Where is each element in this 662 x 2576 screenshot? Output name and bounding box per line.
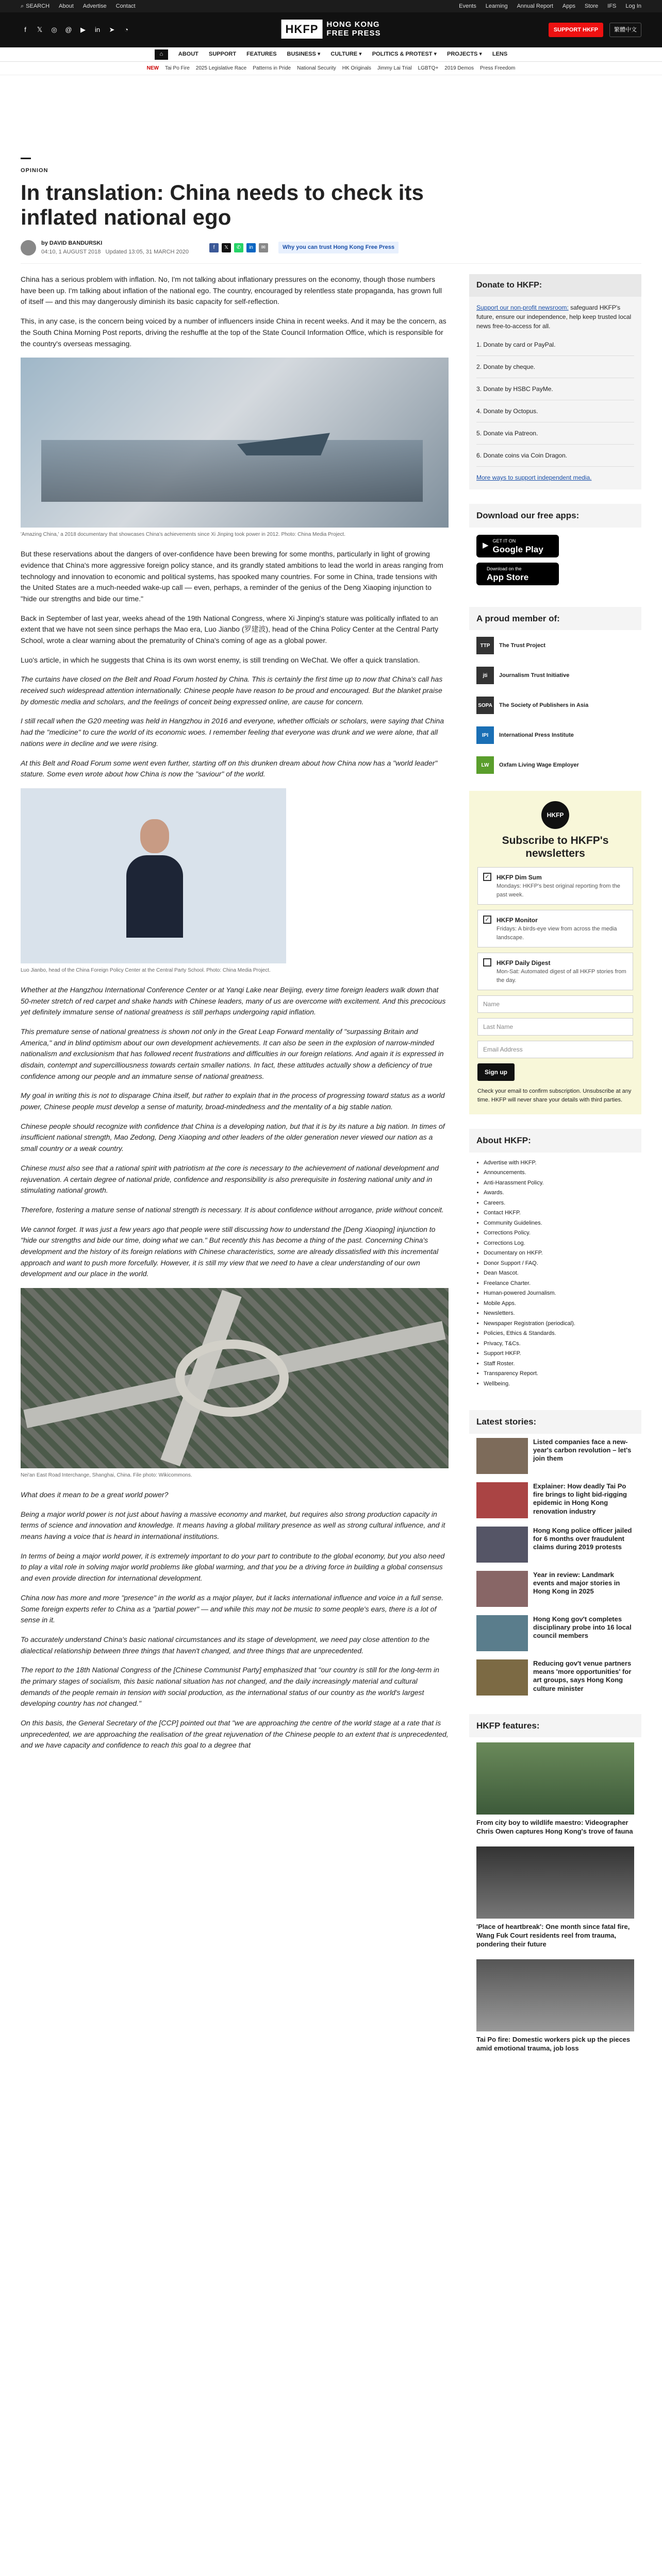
about-link[interactable]: • Corrections Policy.: [484, 1229, 634, 1238]
paragraph: China has a serious problem with inflation. No, I'm not talking about inflationary pressures on the economy, though those numbers have been up. I'm talking about inflation of the national ego. The country, encouraged by relentless state propaganda, has grown full of itself — and this may dangerously diminish its basic capacity for self-reflection.: [21, 275, 442, 306]
figure-luo-jianbo: [21, 788, 449, 974]
signup-button[interactable]: Sign up: [477, 1063, 515, 1081]
telegram-icon[interactable]: ➤: [109, 26, 115, 34]
story-title[interactable]: Year in review: Landmark events and major stories in Hong Kong in 2025: [533, 1570, 620, 1596]
image-loop: [175, 1340, 289, 1417]
latest-story[interactable]: [469, 1478, 641, 1522]
category-rule: [21, 158, 31, 163]
author-avatar: [21, 240, 36, 256]
donate-option[interactable]: 1. Donate by card or PayPal.: [476, 334, 634, 356]
x-icon[interactable]: 𝕏: [37, 26, 43, 34]
about-links: [469, 1153, 641, 1396]
about-link[interactable]: • Human-powered Journalism.: [484, 1289, 634, 1298]
about-link[interactable]: • Announcements.: [484, 1168, 634, 1177]
member-name: The Society of Publishers in Asia: [499, 702, 589, 708]
story-title[interactable]: Hong Kong gov't completes disciplinary probe into 16 local council members: [533, 1615, 632, 1640]
paragraph: Chinese must also see that a rational spirit with patriotism at the core is necessary to the achievement of national development and rejuvenation. A certain degree of national pride, confidence and responsibility is also prerequisite in fostering national unity and in stimulating national growth.: [21, 1163, 439, 1195]
oxfam-icon: LW: [476, 756, 494, 774]
paragraph: Back in September of last year, weeks ahead of the 19th National Congress, where Xi Jinping's stature was politically inflated to an extent that we have not seen since perhaps the Mao era, Luo Jianbo (罗建波), head of the China Policy Center at the Central Party School, wrote a clear warning about the prematurity of China's coming of age as a global power.: [21, 614, 439, 645]
sidebar: [469, 274, 641, 2058]
figure-amazing-china: [21, 358, 449, 538]
page-wrap: [21, 158, 641, 2058]
login-link[interactable]: Log In: [625, 3, 641, 9]
learning-link[interactable]: Learning: [485, 3, 508, 9]
nav-item[interactable]: POLITICS & PROTEST ▾: [372, 51, 437, 58]
site-logo[interactable]: [282, 20, 381, 39]
about-link[interactable]: • Newspaper Registration (periodical).: [484, 1319, 634, 1328]
paragraph: China now has more and more "presence" in the world as a major player, but it lacks international influence and voice in a full sense. Some foreign experts refer to China as a "partial power" — and while this may not be music to some people's ears, there is a lot of sense in it.: [21, 1593, 444, 1624]
donate-option[interactable]: 2. Donate by cheque.: [476, 356, 634, 378]
interchange-image: [21, 1288, 449, 1468]
story-thumbnail[interactable]: [476, 1527, 528, 1563]
member-logo[interactable]: [476, 635, 634, 656]
story-thumbnail[interactable]: [476, 1659, 528, 1696]
events-link[interactable]: Events: [459, 3, 476, 9]
paragraph: The curtains have closed on the Belt and Road Forum hosted by China. This is certainly the first time up to now that China's call has received such widespread attention internationally. Chinese people have reason to be proud and encouraged. But the blanket praise by domestic media and scholars, and the feelings of conceit being expressed online, are cause for concern.: [21, 675, 443, 706]
donate-intro: [469, 297, 641, 334]
logo-text: [326, 21, 380, 38]
trending-tag[interactable]: HK Originals: [342, 65, 371, 71]
member-logo[interactable]: [476, 665, 634, 686]
search-link[interactable]: [21, 2, 49, 11]
about-link[interactable]: • Mobile Apps.: [484, 1299, 634, 1308]
byline-text: [41, 239, 189, 256]
about-link[interactable]: • Staff Roster.: [484, 1360, 634, 1368]
paragraph: Chinese people should recognize with confidence that China is a developing nation, but that it is by its nature a big nation. In times of insufficient national strength, Mao Zedong, Deng Xiaoping and other leaders of the older generation never viewed our nation as a small country or a weak country.: [21, 1122, 445, 1153]
paragraph: On this basis, the General Secretary of the [CCP] pointed out that "we are approaching the centre of the world stage at a rate that is unprecedented, we are approaching the realisation of the great rejuvenation of the Chinese people to an extent that is unprecedented, and we have capacity and confidence to reach this goal to a degree that: [21, 1719, 449, 1750]
trending-tag[interactable]: 2019 Demos: [444, 65, 474, 71]
annual-report-link[interactable]: Annual Report: [517, 3, 553, 9]
story-title[interactable]: Hong Kong police officer jailed for 6 months over fraudulent claims during 2019 protests: [533, 1526, 632, 1551]
trending-tag[interactable]: Jimmy Lai Trial: [377, 65, 412, 71]
newsletter-option-text: [496, 958, 627, 985]
publish-date: 04:10, 1 AUGUST 2018: [41, 248, 101, 255]
story-thumbnail[interactable]: [476, 1438, 528, 1474]
apps-link[interactable]: Apps: [562, 3, 575, 9]
last-name-input[interactable]: Last Name: [477, 1018, 633, 1036]
newsletter-logo: HKFP: [541, 801, 569, 829]
newsletter-name: HKFP Daily Digest: [496, 959, 551, 967]
story-thumbnail[interactable]: [476, 1571, 528, 1607]
category-label[interactable]: OPINION: [21, 167, 48, 174]
member-heading: A proud member of:: [469, 607, 641, 631]
about-link[interactable]: • Transparency Report.: [484, 1369, 634, 1378]
member-logo[interactable]: [476, 695, 634, 716]
logo-line-1: HONG KONG: [326, 20, 380, 29]
email-input[interactable]: Email Address: [477, 1041, 633, 1058]
publish-dates: [41, 248, 189, 257]
language-button[interactable]: 繁體中文: [609, 23, 641, 38]
feature-image[interactable]: [476, 1846, 634, 1919]
paragraph: My goal in writing this is not to disparage China itself, but rather to explain that in the process of progressing toward status as a world power, Chinese people must develop a sense of maturity, broad-mindedness and the mentality of a big stable nation.: [21, 1091, 445, 1111]
latest-story[interactable]: [469, 1655, 641, 1700]
feature-title[interactable]: 'Place of heartbreak': One month since fatal fire, Wang Fuk Court residents reel from trauma, pondering their future: [476, 1923, 630, 1948]
about-link[interactable]: • Newsletters.: [484, 1309, 634, 1318]
linkedin-icon[interactable]: in: [94, 26, 101, 34]
paragraph: In terms of being a major world power, it is extremely important to do your part to contribute to the global economy, but you also need to play a vital role in solving major world problems like global warming, and that you be a driving force in building a global consensus and even provide direction for international development.: [21, 1551, 445, 1583]
about-link[interactable]: • Privacy, T&Cs.: [484, 1340, 634, 1348]
figure-interchange: [21, 1288, 449, 1479]
latest-story[interactable]: [469, 1522, 641, 1567]
brand-bar: [0, 12, 662, 47]
member-name: Journalism Trust Initiative: [499, 672, 570, 679]
latest-story[interactable]: [469, 1611, 641, 1655]
logo-mark: HKFP: [282, 20, 323, 39]
paragraph: The report to the 18th National Congress of the [Chinese Communist Party] emphasized that "our country is still for the long-term in the primary stages of socialism, this basic national situation has not changed, and the daily increasingly material and cultural demands of the people remain in tension with social production, as the international status of our country as the world's largest developing country has not changed.": [21, 1666, 439, 1708]
newsletter-desc: Fridays: A birds-eye view from across the media landscape.: [496, 926, 617, 941]
feature-title[interactable]: From city boy to wildlife maestro: Videographer Chris Owen captures Hong Kong's trove of fauna: [476, 1819, 633, 1836]
image-stage: [41, 440, 423, 502]
feature-story[interactable]: [469, 1841, 641, 1954]
donate-more-link[interactable]: More ways to support independent media.: [476, 474, 592, 482]
contact-link[interactable]: Contact: [115, 3, 136, 9]
jti-icon: jti: [476, 667, 494, 684]
paragraph: This premature sense of national greatness is shown not only in the Great Leap Forward mentality of "surpassing Britain and America," and in blind optimism about our own development achievements. It can also be seen in the explosion of narrow-minded nationalism and exclusionism that has followed recent frustrations and difficulties in our foreign relations. And again it is expressed in disdain, contempt and supercilliousness towards certain smaller nations. In fact, these attitudes actually show a deficiency of true confidence among our people and an immature sense of national greatness.: [21, 1027, 444, 1080]
app-stores: [469, 528, 641, 592]
about-link[interactable]: • Donor Support / FAQ.: [484, 1259, 634, 1268]
portrait-image: [21, 788, 286, 963]
search-label: SEARCH: [26, 3, 50, 9]
donate-lead-link[interactable]: Support our non-profit newsroom:: [476, 304, 569, 312]
donate-option[interactable]: 4. Donate by Octopus.: [476, 400, 634, 422]
paragraph: Therefore, fostering a mature sense of national strength is necessary. It is about confidence without arrogance, pride without conceit.: [21, 1205, 444, 1214]
figure-caption: Nei'an East Road Interchange, Shanghai, China. File photo: Wikicommons.: [21, 1472, 192, 1479]
about-link[interactable]: • Community Guidelines.: [484, 1219, 634, 1228]
nav-item[interactable]: BUSINESS ▾: [287, 51, 321, 58]
share-buttons: [209, 243, 268, 252]
about-link[interactable]: • Anti-Harassment Policy.: [484, 1179, 634, 1188]
story-thumbnail[interactable]: [476, 1482, 528, 1518]
about-link[interactable]: • Advertise with HKFP.: [484, 1159, 634, 1167]
nav-item[interactable]: SUPPORT: [208, 51, 237, 58]
ifs-link[interactable]: IFS: [607, 3, 617, 9]
story-title[interactable]: Listed companies face a new-year's carbon revolution – let's join them: [533, 1437, 632, 1463]
about-link[interactable]: • Contact HKFP.: [484, 1209, 634, 1217]
sopa-icon: SOPA: [476, 697, 494, 714]
trust-link[interactable]: Why you can trust Hong Kong Free Press: [278, 242, 399, 253]
paragraph: Luo's article, in which he suggests that China is its own worst enemy, is still trending on WeChat. We offer a quick translation.: [21, 655, 420, 664]
about-link[interactable]: • Awards.: [484, 1189, 634, 1197]
member-name: Oxfam Living Wage Employer: [499, 761, 579, 768]
newsletter-name: HKFP Dim Sum: [496, 874, 542, 882]
nav-item[interactable]: PROJECTS ▾: [447, 51, 482, 58]
nav-item[interactable]: ABOUT: [178, 51, 198, 58]
image-ship: [237, 399, 330, 455]
google-play-text: [493, 538, 543, 554]
story-thumbnail[interactable]: [476, 1615, 528, 1651]
member-logo[interactable]: [476, 725, 634, 745]
feature-image[interactable]: [476, 1742, 634, 1815]
newsletter-option[interactable]: [477, 953, 633, 990]
google-play-label: Google Play: [492, 544, 543, 554]
member-logos: [469, 630, 641, 781]
checkbox-checked-icon[interactable]: ✓: [483, 873, 491, 881]
about-link[interactable]: • Dean Mascot.: [484, 1269, 634, 1278]
logo-line-2: FREE PRESS: [326, 28, 381, 38]
article-title: In translation: China needs to check its inflated national ego: [21, 180, 424, 229]
x-share-icon[interactable]: 𝕏: [222, 243, 231, 252]
feature-story[interactable]: [469, 1737, 641, 1841]
advertise-link[interactable]: Advertise: [82, 3, 107, 9]
new-badge: NEW: [146, 65, 159, 71]
about-link[interactable]: • Support HKFP.: [484, 1349, 634, 1358]
about-link[interactable]: • Freelance Charter.: [484, 1279, 634, 1288]
about-link[interactable]: About: [59, 3, 74, 9]
paragraph: At this Belt and Road Forum some went even further, starting off on this drunken dream about how China now has a "world leader" stature. Some even wrote about how China is now the "saviour" of the world.: [21, 758, 438, 778]
support-button[interactable]: SUPPORT HKFP: [549, 23, 603, 38]
nav-item[interactable]: CULTURE ▾: [330, 51, 362, 58]
home-icon[interactable]: ⌂: [155, 49, 168, 60]
nav-item[interactable]: FEATURES: [246, 51, 277, 58]
newsletter-option-text: [496, 873, 627, 899]
paragraph: To accurately understand China's basic national circumstances and its stage of development, we need pay close attention to the dialectical relationship between three things that haven't changed, and three things that are unprecedented.: [21, 1635, 429, 1655]
ipi-icon: IPI: [476, 726, 494, 744]
features-heading: HKFP features:: [469, 1714, 641, 1738]
portrait-person: [126, 819, 183, 953]
paragraph: We cannot forget. It was just a few years ago that people were still discussing how to understand the [Deng Xiaoping] injunction to "hide our strengths and bide our time, doing what we can." But recently this has become a thing of the past. Concerning China's development and the history of its foreign relations with Chinese characteristics, some are already dissatisfied with this incremental approach and want to push more forcefully. However, it is still my view that we need to have a clear understanding of our own development and our place in the world.: [21, 1225, 439, 1278]
trending-tag[interactable]: National Security: [297, 65, 336, 71]
facebook-share-icon[interactable]: f: [209, 243, 219, 252]
portrait-suit: [126, 855, 183, 938]
member-name: The Trust Project: [499, 642, 545, 649]
byline: [21, 239, 641, 263]
paragraph: This, in any case, is the concern being voiced by a number of influencers inside China in recent weeks. And it may be the concern, as the South China Morning Post reports, driving the reshuffle at the top of the State Council Information Office, which is responsible for the country's overseas messaging.: [21, 317, 446, 348]
email-share-icon[interactable]: ✉: [259, 243, 268, 252]
about-link[interactable]: • Documentary on HKFP.: [484, 1249, 634, 1258]
about-heading: About HKFP:: [469, 1129, 641, 1153]
updated-date: Updated 13:05, 31 MARCH 2020: [105, 248, 189, 255]
donate-intro-text: safeguard HKFP's future, ensure our independence, help keep trusted local news free-to-access for all.: [476, 304, 632, 330]
author-name[interactable]: by DAVID BANDURSKI: [41, 240, 103, 247]
about-link[interactable]: • Corrections Log.: [484, 1239, 634, 1248]
store-link[interactable]: Store: [584, 3, 599, 9]
member-name: International Press Institute: [499, 732, 574, 738]
member-logo[interactable]: [476, 755, 634, 775]
donate-box: [469, 274, 641, 489]
latest-story[interactable]: [469, 1434, 641, 1478]
documentary-image: [21, 358, 449, 528]
paragraph: I still recall when the G20 meeting was held in Hangzhou in 2016 and everyone, whether officials or scholars, were saying that China had the "medicine" to cure the world of its economic woes. I remember feeling that everyone was drunk and we were alone, that all nations were in decline and we were rising.: [21, 717, 444, 748]
donate-option[interactable]: 5. Donate via Patreon.: [476, 422, 634, 445]
newsletter-desc: Mon-Sat: Automated digest of all HKFP stories from the day.: [496, 969, 626, 984]
nav-item[interactable]: LENS: [492, 51, 508, 58]
about-link[interactable]: • Policies, Ethics & Standards.: [484, 1329, 634, 1338]
main-nav: [0, 47, 662, 62]
google-play-icon: ▶: [483, 541, 489, 550]
trust-project-icon: TTP: [476, 637, 494, 654]
trending-tag[interactable]: Patterns in Pride: [253, 65, 291, 71]
paragraph: Whether at the Hangzhou International Conference Center or at Yanqi Lake near Beijing, every time foreign leaders walk down that 50-meter stretch of red carpet and shake hands with Chinese leaders, many of us are overcome with excitement. And this precocious yet definitely immature sense of national greatness is still perhaps undergoing rapid inflation.: [21, 985, 446, 1016]
trending-tag[interactable]: 2025 Legislative Race: [195, 65, 247, 71]
newsletter-title: Subscribe to HKFP's newsletters: [502, 835, 609, 860]
newsletter-option[interactable]: [477, 867, 633, 905]
portrait-head: [140, 819, 169, 853]
rss-icon[interactable]: ◔: [124, 26, 128, 34]
story-title[interactable]: Reducing gov't venue partners means 'more opportunities' for art groups, says Hong Kong culture minister: [533, 1659, 632, 1692]
utility-bar: [0, 0, 662, 12]
apps-heading: Download our free apps:: [469, 504, 641, 528]
search-icon: ⌕: [21, 3, 24, 9]
threads-icon[interactable]: @: [65, 26, 72, 34]
latest-heading: Latest stories:: [469, 1410, 641, 1434]
checkbox-checked-icon[interactable]: ✓: [483, 916, 491, 924]
newsletter-option-text: [496, 916, 627, 942]
facebook-icon[interactable]: f: [24, 26, 26, 34]
newsletter-name: HKFP Monitor: [496, 917, 538, 924]
app-store-caption: Download on the: [487, 566, 522, 572]
content-columns: [21, 263, 641, 2058]
google-play-caption: GET IT ON: [492, 538, 516, 544]
paragraph: What does it mean to be a great world power?: [21, 1490, 169, 1499]
trending-bar: [0, 62, 662, 75]
trending-tag[interactable]: Tai Po Fire: [164, 65, 190, 71]
paragraph: But these reservations about the dangers of over-confidence have been brewing for some months, particularly in light of growing evidence that China's more aggressive foreign policy stance, and its grandly stated ambitions to lead the world in areas ranging from technology and innovation to economic and political systems, has spooked many countries. For some in China, trade tensions with the United States are a much-needed wake-up call — even, perhaps, a reminder of the genius of the Deng Xiaoping injunction to "hide our strengths and bide our time.": [21, 550, 443, 603]
trending-tag[interactable]: Press Freedom: [480, 65, 516, 71]
trending-tag[interactable]: LGBTQ+: [418, 65, 439, 71]
whatsapp-share-icon[interactable]: ✆: [234, 243, 243, 252]
about-link[interactable]: • Wellbeing.: [484, 1380, 634, 1388]
article-body: [21, 274, 449, 2058]
donate-heading: Donate to HKFP:: [469, 274, 641, 297]
social-links: [21, 25, 131, 35]
feature-title[interactable]: Tai Po fire: Domestic workers pick up the pieces amid emotional trauma, job loss: [476, 2035, 631, 2052]
newsletter-note: Check your email to confirm subscription. Unsubscribe at any time. HKFP will never share your details with third parties.: [477, 1088, 632, 1103]
brand-actions: [549, 23, 641, 38]
feature-stories: [469, 1737, 641, 2058]
donate-options: [469, 334, 641, 467]
feature-image[interactable]: [476, 1959, 634, 2031]
newsletter-desc: Mondays: HKFP's best original reporting from the past week.: [496, 883, 620, 898]
checkbox-icon[interactable]: [483, 958, 491, 967]
newsletter-box: [469, 791, 641, 1114]
app-store-label: App Store: [487, 572, 529, 582]
app-store-button[interactable]: [476, 563, 559, 585]
about-link[interactable]: • Careers.: [484, 1199, 634, 1208]
linkedin-share-icon[interactable]: in: [246, 243, 256, 252]
newsletter-option[interactable]: [477, 910, 633, 947]
google-play-button[interactable]: [476, 535, 559, 557]
figure-caption: Luo Jianbo, head of the China Foreign Policy Center at the Central Party School. Photo: China Media Project.: [21, 967, 271, 973]
app-store-text: [487, 566, 528, 582]
story-title[interactable]: Explainer: How deadly Tai Po fire brings to light bid-rigging epidemic in Hong Kong renovation industry: [533, 1482, 627, 1515]
donate-option[interactable]: 3. Donate by HSBC PayMe.: [476, 378, 634, 400]
latest-stories: [469, 1434, 641, 1700]
youtube-icon[interactable]: ▶: [80, 26, 86, 34]
name-input[interactable]: Name: [477, 995, 633, 1013]
paragraph: Being a major world power is not just about having a massive economy and market, but requires also strong production capacity in terms of science and innovation and knowledge. It means having a global military presence as well as strong cultural influence, and it means having a voice that is heard in international institutions.: [21, 1510, 445, 1541]
figure-caption: 'Amazing China,' a 2018 documentary that showcases China's achievements since Xi Jinping took power in 2012. Photo: China Media Project.: [21, 532, 345, 538]
donate-option[interactable]: 6. Donate coins via Coin Dragon.: [476, 445, 634, 467]
instagram-icon[interactable]: ◎: [51, 26, 57, 34]
latest-story[interactable]: [469, 1567, 641, 1611]
feature-story[interactable]: [469, 1954, 641, 2058]
